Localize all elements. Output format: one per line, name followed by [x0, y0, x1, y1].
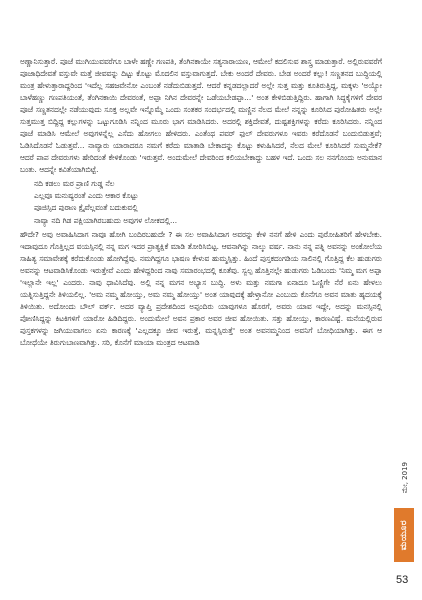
article-paragraph: ಅಣ್ಣಾನಿಸುತ್ತಾರೆ. ಪೂಜೆ ಮುಗಿಯುವವರೆಗೂ ಬಾಳೇ ಹಣ್ಣೇ ಗಣಪತಿ, ತೆಂಗಿನಕಾಯೇ ಸತ್ಯನಾರಾಯಣ, ಆಮೇಲೆ ಕದಲಿಸುವ ಶಾಸ್ತ್ರ ಮಾಡುತ್ತಾರೆ. ಅಲ್ಲಿರುವವರೆಗೆ ಪೂಜಾಧಿದೇವತೆ ವಸ್ತುವೇ ಮತ್ತೆ ಜೀವವನ್ನು ದಿಟ್ಟು ಕೊಟ್ಟು ಮೊದಲಿನ ವಸ್ತುವಾಗುತ್ತದೆ. ಬೇಕು ಅಂದರೆ ದೇವರು. ಬೇಡ ಅಂದರೆ ಕಲ್ಲು! ಸಣ್ಣತನದ ಬುದ್ಧಿಯಲ್ಲಿ ಮಂತ್ರ ಹೇಳುತ್ತಾರಾದ್ದರಿಂದ 'ಇದೆಲ್ಲ ಸಹಜವೇನೋ ಎಂಬಂತೆ ನಡೆದುಬಿಡುತ್ತದೆ. ಆದರೆ ಕನ್ನಡದಲ್ಲಾದರೆ ಅಲ್ಲೇ ಸುತ್ತ ಮತ್ತು ಕೂತಿರುತ್ತಿದ್ದ, ಮಕ್ಕಳು 'ಅಯ್ಯೋ ಬಾಳೆಹಣ್ಣು ಗಣಪತಿಯಂತೆ, ತೆಂಗಿನಕಾಯಿ ದೇವರಂತೆ, ಅಪ್ಪಾ ನಿಗಿನ ದೇವರನ್ನೇ ಒಡೆಯಬೇಡಪ್ಪಾ...' ಅಂತ ಕೇಳಿಬಿಡುತ್ತಿದ್ದಿರು. ಹಾಗಾಗಿ ಸಿದ್ಧಕೈಗಳಿಗೆ ದೇವರ ಪೂಜೆ ಸಣ್ಣತನದಲ್ಲೇ ನಡೆಯುವುದು ಸೂಕ್ತ ಅಲ್ಲವೇ ಇನ್ನೊಮ್ಮೆ ಒಂದು ಸಂತಕರ ಸಂದರ್ಭದಲ್ಲಿ ಮಣ್ಣಿನ ನೆಲದ ಮೇಲೆ ನನ್ನನ್ನು ಕೂರಿಸಿದ ಪುರೋಹಿತರು ಅಲ್ಲೇ ಸುತ್ತಮುತ್ತ ಬಿದ್ದಿದ್ದ ಕಲ್ಲುಗಳನ್ನು ಒಟ್ಟುಗೂಡಿಸಿ ನನ್ನಿಂದ ಮೂರು ಭಾಗ ಮಾಡಿಸಿದರು. ಅದರಲ್ಲಿ ಶಕ್ತಿದೇವತೆ, ದುಷ್ಟಶಕ್ತಿಗಳನ್ನು ಕರೆದು ಕೂರಿಸಿದರು. ನನ್ನಿಂದ ಪೂಜೆ ಮಾಡಿಸಿ ಆಮೇಲೆ ಅವುಗಳನ್ನೆಲ್ಲ ಎಸೆದು ಹೋಗಲು ಹೇಳಿದರು. ಎಂತೆಂಥ ಪವರ್ ಫುಲ್ ದೇವರುಗಳೂ ಇವರು ಕರೆದೊಡನೆ ಬಂದುಬಿಡುತ್ತವೆ; ಓಡಿಸಿದೊಡನೆ ಓಡುತ್ತವೆ... ನಾವ್ಯಾರು ಯಾರಾದರೂ ನಮಗೆ ಕರೆದು ಮಾತಾಡಿ ಬೇಕಾದನ್ನು ಕೊಟ್ಟು ಕಳುಹಿಸಿದರೆ, ನೆಲದ ಮೇಲೆ ಕೂರಿಸಿದರೆ ಸುಮ್ಮನೇಕೆ? ಆದರೆ ಪಾಪ ದೇವರುಗಳು ಹೇರಿದಂತೆ ಕೇಳಿಕೊಂಡು 'ಇರುತ್ತವೆ. ಅಂದುಮೇಲೆ ದೇವರಿಂದ ಕಲಿಯಬೇಕಾದ್ದು ಬಹಳ ಇದೆ. ಒಂದು ಸಲ ನನಗೊಂದು ಅನುಮಾನ ಬಂತು. ಆದನ್ನೇ ಕವಿತೆಯಾಗಿಬಿಟ್ಟೆ. [20, 57, 382, 174]
poem-line: ನದಿ ಕಡಲು ಮರ ಪ್ರಾಣಿ ಗುಡ್ಡ ನೆಲ [34, 179, 115, 188]
poem-line: ಪೂಜಿಸ್ಸಿದ ಪುರಾಣ ಕ್ಷೈವೆಲ್ಲವಂತೆ ಬದುಕುವಲ್ಲಿ [34, 203, 138, 213]
article-paragraph: ಹೌದೇ? ಅವು ಅವಾಹಿಸಿದಾಗ ನಾವೂ ಹೋಗಿ ಬಂದಿರಬಹುದೇ ? ಈ ಸಲ ಅವಾಹಿಸಿದಾಗ ಅವರನ್ನು ಕೇಳಿ ನನಗೆ ಹೇಳಿ ಎಂದು ಪುರೋಹಿತರಿಗೆ ಹೇಳಬೇಕು. ಇದಾವುದೂ ಗೊತ್ತಿಲ್ಲದ ವಯಸ್ಸಿನಲ್ಲಿ ನನ್ನ ಮಗ ಇದರ ಪ್ರಾತ್ಯಕ್ಷಿಕೆ ಮಾಡಿ ತೋರಿಸಿಬಿಟ್ಟ. ಆವನಾಗಿನ್ನು ನಾಲ್ಕು ವರ್ಷ. ನಾನು ನನ್ನ ಪತ್ನಿ ಅವನನ್ನು ಅಂಕೋಲೆಯ ಸಾಹಿತ್ಯ ಸಮಾವೇಶಕ್ಕೆ ಕರೆದುಕೊಂಡು ಹೋಗಿದ್ದೆವು. ನಮಗಿದ್ದಗೂ ಭಾಷಣ ಕೇಳುವ ಹುಮ್ಮಸ್ಸಿತ್ತು. ಹಿಂದೆ ಪುಸ್ತಕದಂಗಡಿಯ ಸಾಲಿನಲ್ಲಿ ಗೊತ್ತಿದ್ದ ಕೆಲ ಹುಡುಗರು ಅವನನ್ನು ಆಟವಾಡಿಸಿಕೊಂಡು ಇರುತ್ತೇವೆ ಎಂದು ಹೇಳಿದ್ದರಿಂದ ನಾವು ಸಮಾರಂಭದಲ್ಲಿ ಕೂತೆವು. ಸ್ವಲ್ಪ ಹೊತ್ತಿನಲ್ಲೇ ಹುಡುಗರು ಓಡಿಬಂದು 'ನಿಮ್ಮ ಮಗ ಅಪ್ಪಾ 'ಇಲ್ಲಾನೇ ಇಲ್ಲ' ಎಂದರು. ನಾವು ಧಾವಿಸಿದೆವು. ಅಲ್ಲಿ ನನ್ನ ಮಗನ ಅಭ್ಯಾಸ ಬುದ್ಧಿ. ಅಳು ಮತ್ತು ನಮಗಾ ಏನಾದೂ ಓಣ್ಣಿಗೇ ನೆರೆ ಏನು ಹೇಳಲು ಯತ್ನಿಸುತ್ತಿದ್ದನೇ ತಿಳಿಯಲಿಲ್ಲ. 'ಅಮ ನಮ್ಮ ಹೋಯ್ತು, ಅಮ ನಮ್ಮ ಹೋಯ್ತು' ಅಂತ ಯಾವುದಕ್ಕೆ ಹೇಳ್ತಾನೋ ಎಂಬುದು ಕೊನೆಗೂ ಅವನ ಮಾತು ಹೃದಯಕ್ಕೆ ತಿಳಿಯಿತು. ಅದೋಂದು ಬೌಲ್ ವರ್ಕ್. ಅದರ ವ್ಯಾಪ್ತಿ ಪ್ರದೇಶದಿಂದ ಅಪ್ಪಂದಿರು ಯಾವುಗಳೂ ಹೊರಗೆ, ಅವರು ಯಾವ ಇದ್ದೇ, ಅದನ್ನು ಮನಸ್ಸಿನಲ್ಲಿ ಪೋಣಿಸಿದ್ದನ್ನು ಕಿಟಕಿಗಳಿಗೆ ಯಾರೋ ಹಿಡಿದಿದ್ದರು. ಅಂದುಮೇಲೆ ಅವನ ಪ್ರಕಾರ ಅವರ ಜೀವ ಹೋಯಿತು. ಸತ್ತು ಹೋಯ್ತು, ಕಾರಣವಿಷ್ಟೆ. ಮನೆಯಲ್ಲಿರುವ ಪುಸ್ತಕಗಳನ್ನು ಜಗಿಯುವಾಗಲು ಏನು ಕಾರಣಕ್ಕೆ 'ಎಲ್ಲದಕ್ಕೂ ಜೀವ ಇರುತ್ತೆ, ಮನ್ನಸ್ಸಿರುತ್ತೆ' ಅಂತ ಅವನಮ್ಮನಿಂದ ಅವನಿಗೆ ಬೋಧಿಯಾಗಿತ್ತು. ಈಗ ಆ ಬೋಧೆಯೇ ತಿರುಗುಬಾಣವಾಗಿತ್ತು. ಸರಿ, ಕೊನೆಗೆ ಮಾಯಾ ಮಂತ್ರದ ಆಟವಾಡಿ [20, 229, 382, 347]
masthead-logo [394, 508, 414, 562]
poem-line: ಎಲ್ಲವೂ ಮನುಷ್ಯರಂತೆ ಎಂದು ಆಕಾರ ಕೊಟ್ಟು [34, 191, 139, 201]
issue-date-label [397, 452, 413, 504]
poem-block [34, 178, 382, 227]
masthead-logo-text: ಮಯೂರ [399, 519, 409, 551]
article-body [20, 56, 382, 349]
poem-line: ನಾವ್ಯಾ ನದಿ ಗಿಡ ಪಕ್ಷಿಯಾಗಿರಬಹುದು ಅವುಗಳ ಲೋಕದಲ್ಲಿ... [34, 215, 178, 225]
issue-date-text: ಮೇ, 2019 [401, 462, 409, 494]
page-number: 53 [396, 574, 409, 586]
